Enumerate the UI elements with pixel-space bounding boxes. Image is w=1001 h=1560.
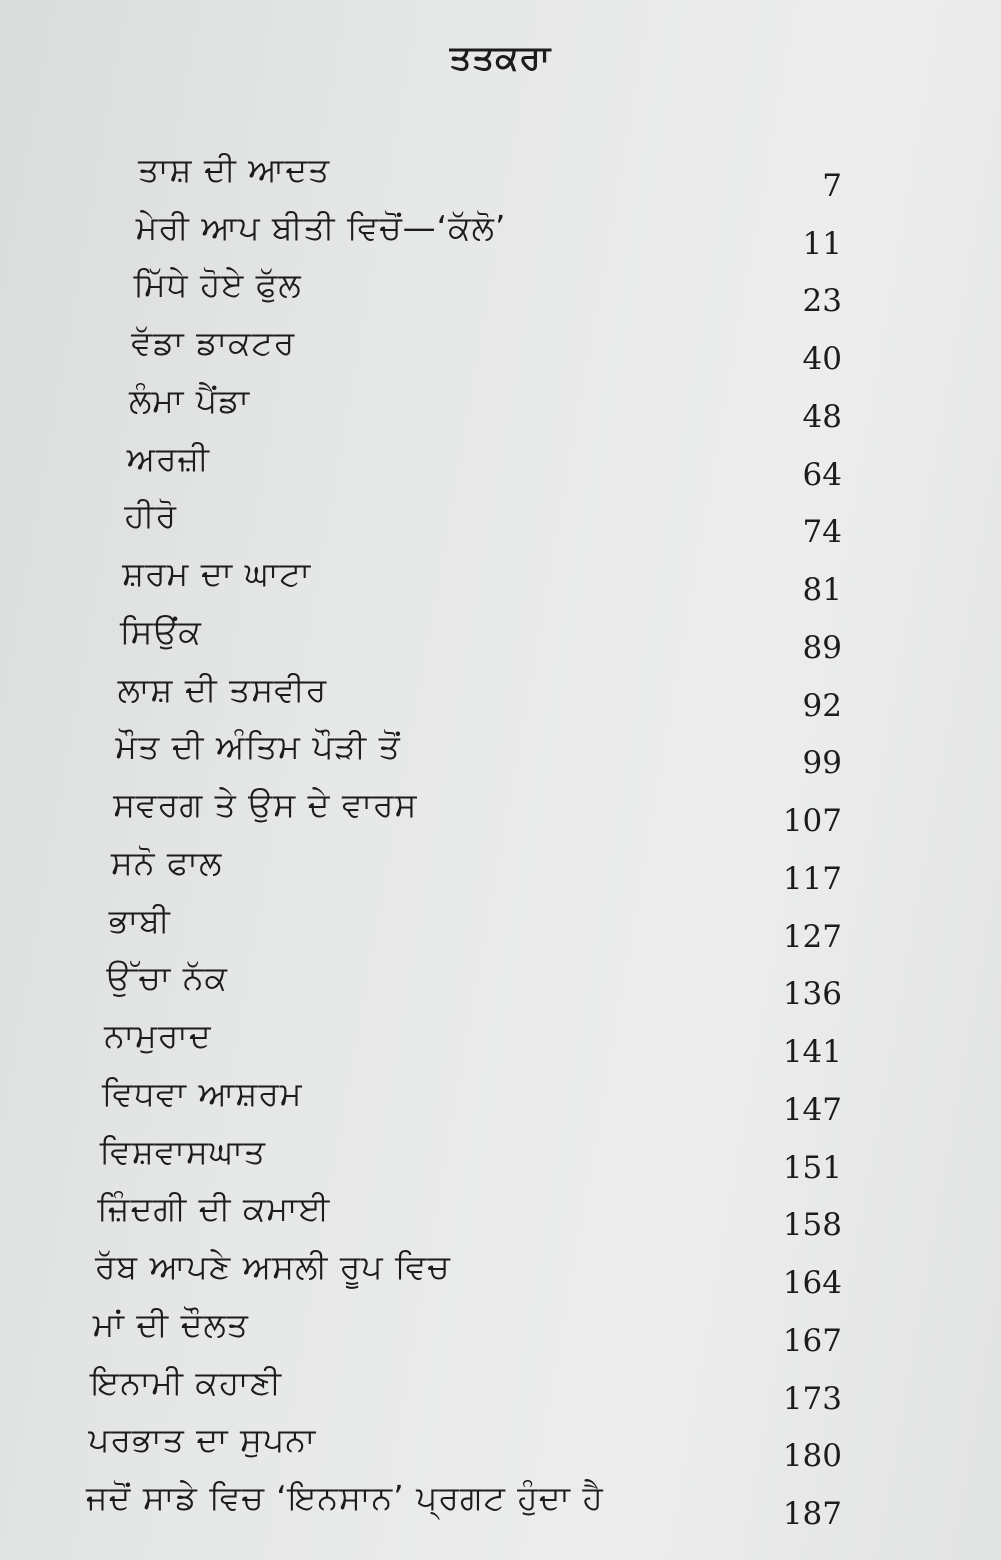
toc-entry-page-number: 180 [782, 1438, 842, 1475]
toc-entry-title: ਅਰਜ਼ੀ [126, 438, 210, 478]
toc-entry-title: ਸਨੋ ਫਾਲ [110, 842, 223, 882]
toc-entry-title: ਰੱਬ ਆਪਣੇ ਅਸਲੀ ਰੂਪ ਵਿਚ [95, 1247, 451, 1287]
toc-entry [115, 727, 842, 782]
toc-entry-page-number: 127 [782, 918, 842, 955]
toc-entry-title: ਜ਼ਿੰਦਗੀ ਦੀ ਕਮਾਈ [97, 1189, 331, 1229]
toc-entry [110, 842, 842, 897]
toc-entry [86, 1478, 842, 1532]
toc-entry-title: ਸ਼ਰਮ ਦਾ ਘਾਟਾ [122, 554, 312, 594]
toc-entry-title: ਪਰਭਾਤ ਦਾ ਸੁਪਨਾ [88, 1420, 317, 1460]
toc-entry [92, 1304, 842, 1359]
toc-entry-page-number: 23 [802, 283, 842, 320]
toc-entry-title: ਲਾਸ਼ ਦੀ ਤਸਵੀਰ [117, 669, 328, 709]
toc-entry [99, 1131, 842, 1186]
toc-entry-page-number: 48 [802, 398, 842, 435]
toc-entry-page-number: 158 [782, 1207, 842, 1244]
toc-entry-title: ਮਿੱਧੇ ਹੋਏ ਫੁੱਲ [133, 265, 302, 305]
toc-entry [117, 669, 842, 724]
toc-entry-title: ਵੱਡਾ ਡਾਕਟਰ [131, 323, 296, 363]
toc-entry [106, 958, 842, 1013]
toc-entry-page-number: 99 [802, 745, 842, 782]
toc-entry-page-number: 74 [802, 514, 842, 551]
toc-entry-page-number: 167 [782, 1322, 842, 1359]
toc-entry-title: ਇਨਾਮੀ ਕਹਾਣੀ [90, 1362, 283, 1402]
toc-entry [113, 785, 842, 840]
toc-entry [128, 380, 842, 435]
toc-entry-title: ਭਾਬੀ [108, 900, 171, 940]
toc-entry-title: ਤਾਸ਼ ਦੀ ਆਦਤ [138, 150, 331, 189]
toc-entry [95, 1247, 842, 1302]
toc-entry [104, 1016, 842, 1071]
toc-entry-title: ਵਿਸ਼ਵਾਸਘਾਤ [99, 1131, 267, 1171]
toc-entry [108, 900, 842, 955]
toc-entry [135, 207, 842, 262]
toc-entry [126, 438, 842, 493]
toc-entry-page-number: 136 [782, 976, 842, 1013]
toc-entry [122, 554, 842, 609]
toc-entry [97, 1189, 842, 1244]
toc-entry-page-number: 117 [782, 860, 842, 897]
toc-entry-page-number: 81 [802, 572, 842, 609]
toc-entry-title: ਹੀਰੋ [124, 496, 178, 536]
toc-entry-page-number: 11 [802, 225, 842, 262]
toc-entry-page-number: 141 [782, 1034, 842, 1071]
toc-entry-title: ਮੇਰੀ ਆਪ ਬੀਤੀ ਵਿਚੋਂ—‘ਕੱਲੋ’ [135, 207, 507, 247]
toc-entry-page-number: 187 [782, 1496, 842, 1532]
toc-entry-page-number: 164 [782, 1265, 842, 1302]
toc-entry [124, 496, 842, 551]
page-title: ਤਤਕਰਾ [449, 38, 552, 78]
toc-entry-page-number: 64 [802, 456, 842, 493]
toc-entry-title: ਸਵਰਗ ਤੇ ਉਸ ਦੇ ਵਾਰਸ [113, 785, 418, 825]
toc-entry-page-number: 40 [802, 341, 842, 378]
toc-entry-page-number: 89 [802, 629, 842, 666]
toc-entry [131, 323, 842, 378]
toc-entry-title: ਨਾਮੁਰਾਦ [104, 1016, 212, 1056]
toc-entry-page-number: 107 [782, 803, 842, 840]
toc-entry-title: ਮੌਤ ਦੀ ਅੰਤਿਮ ਪੌੜੀ ਤੋਂ [115, 727, 401, 767]
toc-entry-page-number: 147 [782, 1091, 842, 1128]
toc-entry-title: ਉੱਚਾ ਨੱਕ [106, 958, 228, 998]
toc-entry [119, 611, 842, 666]
toc-entry [90, 1362, 842, 1417]
toc-entry [101, 1073, 842, 1128]
toc-entry [88, 1420, 842, 1475]
toc-entry-page-number: 7 [822, 168, 842, 204]
toc-entry-title: ਮਾਂ ਦੀ ਦੌਲਤ [92, 1304, 249, 1344]
toc-entry-page-number: 151 [782, 1149, 842, 1186]
toc-entry-page-number: 173 [782, 1380, 842, 1417]
toc-entry-page-number: 92 [802, 687, 842, 724]
toc-entry-title: ਜਦੋਂ ਸਾਡੇ ਵਿਚ ‘ਇਨਸਾਨ’ ਪ੍ਰਗਟ ਹੁੰਦਾ ਹੈ [86, 1478, 604, 1517]
toc-entry-title: ਸਿਉਂਕ [119, 611, 202, 651]
toc-entry-title: ਲੰਮਾ ਪੈਂਡਾ [128, 380, 251, 420]
toc-entry-title: ਵਿਧਵਾ ਆਸ਼ਰਮ [101, 1073, 303, 1113]
toc-entry [133, 265, 842, 320]
toc-entry [138, 150, 842, 204]
